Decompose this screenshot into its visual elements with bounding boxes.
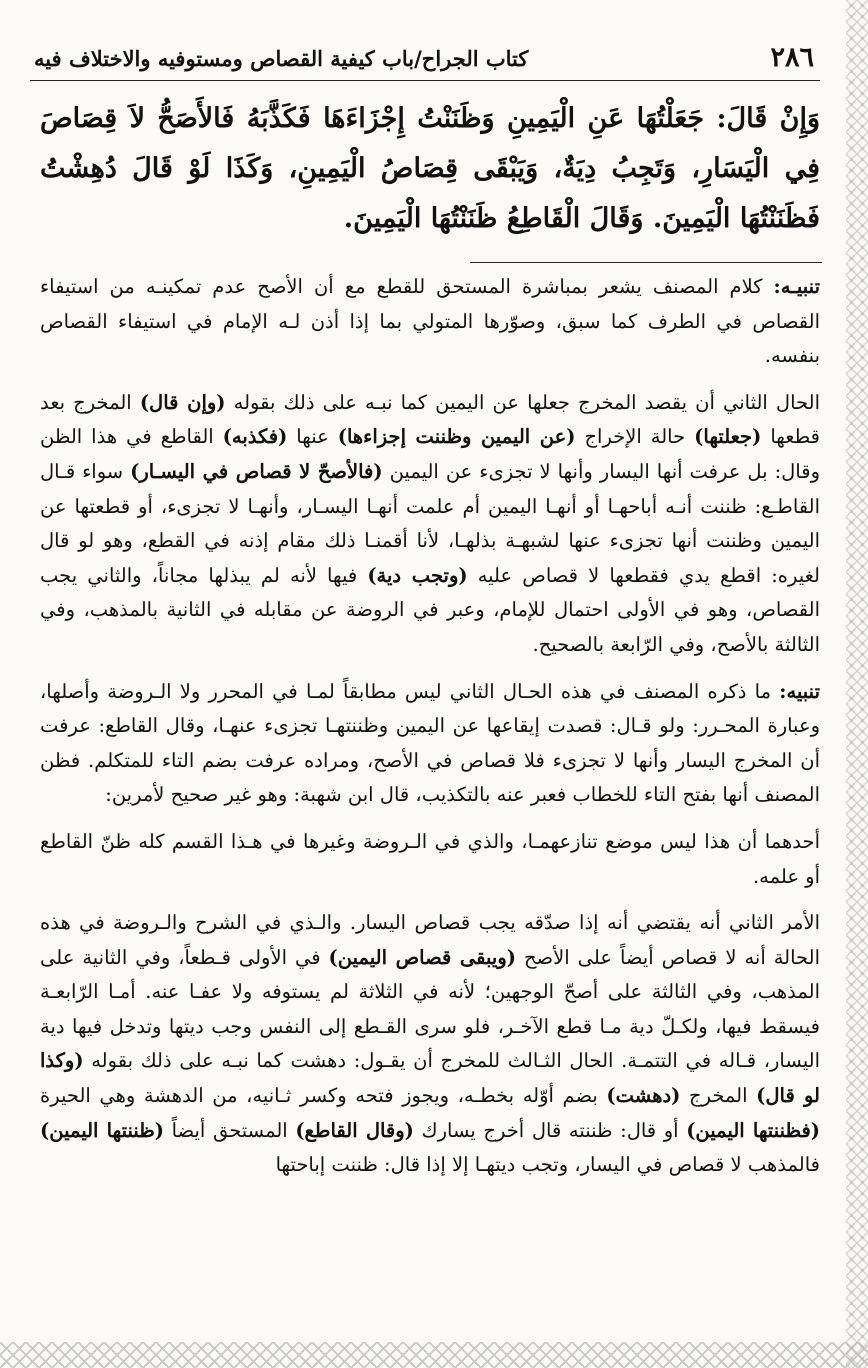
quoted-matn: (وقال القاطع) bbox=[295, 1118, 414, 1142]
quoted-matn: (دهشت) bbox=[606, 1084, 681, 1108]
quoted-matn: (وتجب دية) bbox=[367, 563, 468, 587]
commentary-paragraph-5: الأمر الثاني أنه يقتضي أنه إذا صدّقه يجب قصاص اليسار. والـذي في الشرح والـروضة في هذه الحالة أنه لا قصاص أيضاً على الأصح (ويبقى قصاص اليمين) في الأولى قـطعاً، وفي الثانية على المذهب، وفي الثالثة على أصحّ الوجهين؛ لأنه في الثلاثة لم يستوفه ولا عفـا عنه. أمـا الرّابعـة فيسقط فيها، ولكـلّ دية مـا قطع الآخـر، فلو سرى القـطع إلى النفس وجب ديتها وتدخل فيها دية اليسار، قـاله في التتمـة. الحال الثـالث للمخرج أن يقـول: دهشت كما نبـه على ذلك بقوله (وكذا لو قال) المخرج (دهشت) بضم أوّله بخطـه، ويجوز فتحه وكسر ثـانيه، من الدهشة وهي الحيرة (فظننتها اليمين) أو قال: ظننته قال أخرج يسارك (وقال القاطع) المستحق أيضاً (ظننتها اليمين) فالمذهب لا قصاص في اليسار، وتجب ديتهـا إلا إذا قال: ظننت إباحتها bbox=[40, 911, 821, 1177]
running-title: كتاب الجراح/باب كيفية القصاص ومستوفيه والاختلاف فيه bbox=[34, 46, 529, 71]
note-label: تنبيـه: bbox=[773, 275, 820, 298]
main-text: وَإِنْ قَالَ: جَعَلْتُهَا عَنِ الْيَمِينِ وَظَنَنْتُ إِجْزَاءَهَا فَكَذَّبَهُ فَالأَصَحُّ لاَ قِصَاصَ فِي الْيَسَارِ، وَتَجِبُ دِيَةٌ، وَيَبْقَى قِصَاصُ الْيَمِينِ، وَكَذَا لَوْ قَالَ دُهِشْتُ فَظَنَنْتُهَا الْيَمِينَ. وَقَالَ الْقَاطِعُ ظَنَنْتُهَا الْيَمِينَ. bbox=[40, 103, 820, 234]
commentary bbox=[40, 270, 820, 1195]
quoted-matn: (ظننتها اليمين) bbox=[40, 1118, 165, 1142]
page-header bbox=[30, 40, 820, 81]
quoted-matn: (فكذبه) bbox=[222, 425, 288, 449]
page-number: ٢٨٦ bbox=[770, 42, 814, 73]
commentary-paragraph-1: تنبيـه: كلام المصنف يشعر بمباشرة المستحق للقطع مع أن الأصح عدم تمكينـه من استيفاء القصاص في الطرف كما سبق، وصوّرها المتولي بما إذا أذن لـه الإمام في استيفاء القصاص بنفسه. bbox=[40, 275, 820, 368]
decorative-bottom-border bbox=[0, 1342, 868, 1368]
quoted-matn: (وإن قال) bbox=[139, 390, 226, 414]
separator-line bbox=[470, 262, 822, 263]
note-label: تنبيه: bbox=[779, 679, 820, 703]
decorative-side-border bbox=[846, 0, 868, 1368]
quoted-matn: (وكذا لو قال) bbox=[40, 1049, 820, 1108]
commentary-paragraph-4: أحدهما أن هذا ليس موضع تنازعهمـا، والذي في الـروضة وغيرها في هـذا القسم كله ظنّ القاطع أو علمه. bbox=[40, 829, 820, 888]
quoted-matn: (جعلتها) bbox=[694, 425, 762, 449]
quoted-matn: (عن اليمين وظننت إجزاءها) bbox=[337, 425, 576, 449]
commentary-paragraph-3: تنبيه: ما ذكره المصنف في هذه الحـال الثاني ليس مطابقاً لمـا في المحرر ولا الـروضة وأصلها، وعبارة المحـرر: ولو قـال: قصدت إيقاعها عن اليمين وظننتهـا تجزىء عنهـا، وقال القاطع: عرفت أن المخرج اليسار وأنها لا تجزىء فلا قصاص في الأصح، ومراده عرفت بضم التاء للمتكلم. فظن المصنف أنها بفتح التاء للخطاب فعبر عنه بالتكذيب، قال ابن شهبة: وهو غير صحيح لأمرين: bbox=[40, 679, 820, 807]
commentary-paragraph-2: الحال الثاني أن يقصد المخرج جعلها عن اليمين كما نبـه على ذلك بقوله (وإن قال) المخرج بعد قطعها (جعلتها) حالة الإخراج (عن اليمين وظننت إجزاءها) عنها (فكذبه) القاطع في هذا الظن وقال: بل عرفت أنها اليسار وأنها لا تجزىء عن اليمين (فالأصحّ لا قصاص في اليسـار) سواء قـال القاطـع: ظننت أنـه أباحهـا أو أنهـا اليمين أم علمت أنهـا اليسـار، وأنهـا لا تجزىء، أو قطعتها عن اليمين وظننت أنها تجزىء عنها لشبهـة بذلهـا، لأنا أقمنـا ذلك مقام إذنه في القطع، وهو لو قال لغيره: اقطع يدي فقطعها لا قصاص عليه (وتجب دية) فيها لأنه لم يبذلها مجاناً، والثاني يجب القصاص، وهو في الأولى احتمال للإمام، وعبر في الروضة عن مقابله في الثانية بالمذهب، وفي الثالثة بالأصح، وفي الرّابعة بالصحيح. bbox=[40, 390, 820, 656]
quoted-matn: (ويبقى قصاص اليمين) bbox=[328, 945, 516, 969]
quoted-matn: (فالأصحّ لا قصاص في اليسـار) bbox=[130, 459, 383, 483]
quoted-matn: (فظننتها اليمين) bbox=[686, 1118, 821, 1142]
